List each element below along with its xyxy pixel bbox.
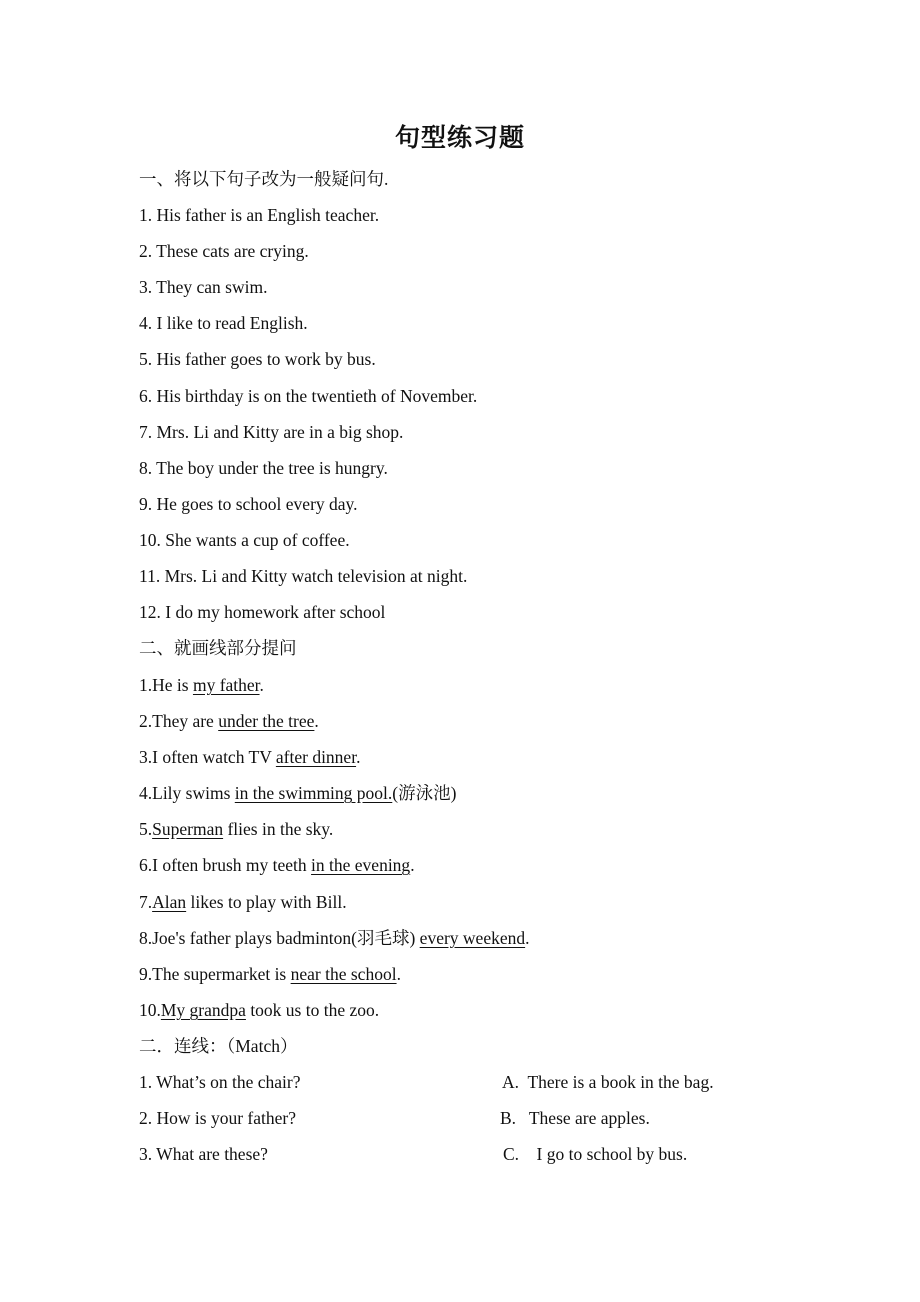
underlined-part: Alan: [152, 892, 187, 912]
underlined-part: near the school: [290, 964, 397, 984]
item-text: 2.They are: [139, 711, 219, 731]
question-item: [139, 927, 529, 949]
question-item: [139, 674, 264, 696]
underlined-part: after dinner: [275, 747, 357, 767]
item-text: took us to the zoo.: [245, 1000, 380, 1020]
question-item: 7. Mrs. Li and Kitty are in a big shop.: [139, 422, 404, 442]
item-text: flies in the sky.: [223, 819, 334, 839]
question-item: 2. These cats are crying.: [139, 241, 309, 261]
match-question: 1. What’s on the chair?: [139, 1072, 301, 1092]
question-item: 12. I do my homework after school: [139, 602, 386, 622]
match-question: 3. What are these?: [139, 1144, 268, 1164]
question-item: [139, 818, 333, 840]
question-item: 4. I like to read English.: [139, 313, 308, 333]
section-1-heading: 一、将以下句子改为一般疑问句.: [139, 169, 389, 189]
item-text: .: [396, 964, 401, 984]
underlined-part: my father: [192, 675, 260, 695]
item-text: .: [314, 711, 319, 731]
underlined-part: every weekend: [419, 928, 526, 948]
question-item: [139, 746, 360, 768]
item-text: 8.Joe's father plays badminton(羽毛球): [139, 928, 420, 948]
underlined-part: My grandpa: [160, 1000, 246, 1020]
question-item: [139, 710, 319, 732]
question-item: 5. His father goes to work by bus.: [139, 349, 376, 369]
question-item: 8. The boy under the tree is hungry.: [139, 458, 388, 478]
item-text: .: [410, 855, 415, 875]
item-text: (游泳池): [392, 783, 457, 803]
underlined-part: in the swimming pool.: [234, 783, 393, 803]
item-text: .: [259, 675, 264, 695]
item-text: 5.: [139, 819, 153, 839]
underlined-part: in the evening: [311, 855, 411, 875]
item-text: 3.I often watch TV: [139, 747, 276, 767]
match-question: 2. How is your father?: [139, 1108, 296, 1128]
question-item: [139, 782, 456, 804]
question-item: 1. His father is an English teacher.: [139, 205, 380, 225]
item-text: .: [525, 928, 530, 948]
question-item: [139, 963, 401, 985]
underlined-part: under the tree: [218, 711, 315, 731]
item-text: likes to play with Bill.: [186, 892, 347, 912]
question-item: 3. They can swim.: [139, 277, 268, 297]
page-title: 句型练习题: [394, 125, 525, 152]
match-answer: C. I go to school by bus.: [503, 1144, 688, 1164]
question-item: [139, 891, 347, 913]
match-answer: A. There is a book in the bag.: [502, 1072, 714, 1092]
item-text: 6.I often brush my teeth: [139, 855, 312, 875]
question-item: [139, 854, 415, 876]
question-item: 11. Mrs. Li and Kitty watch television at night.: [139, 566, 468, 586]
item-text: 7.: [139, 892, 153, 912]
section-2-heading: 二、就画线部分提问: [139, 638, 297, 658]
question-item: [139, 999, 379, 1021]
item-text: 1.He is: [139, 675, 193, 695]
question-item: 9. He goes to school every day.: [139, 494, 358, 514]
section-3-heading: 二．连线：（Match）: [139, 1036, 298, 1056]
item-text: 9.The supermarket is: [139, 964, 291, 984]
question-item: 6. His birthday is on the twentieth of November.: [139, 386, 478, 406]
match-answer: B. These are apples.: [500, 1108, 650, 1128]
item-text: 4.Lily swims: [139, 783, 235, 803]
item-text: .: [356, 747, 361, 767]
underlined-part: Superman: [152, 819, 224, 839]
item-text: 10.: [139, 1000, 161, 1020]
question-item: 10. She wants a cup of coffee.: [139, 530, 350, 550]
